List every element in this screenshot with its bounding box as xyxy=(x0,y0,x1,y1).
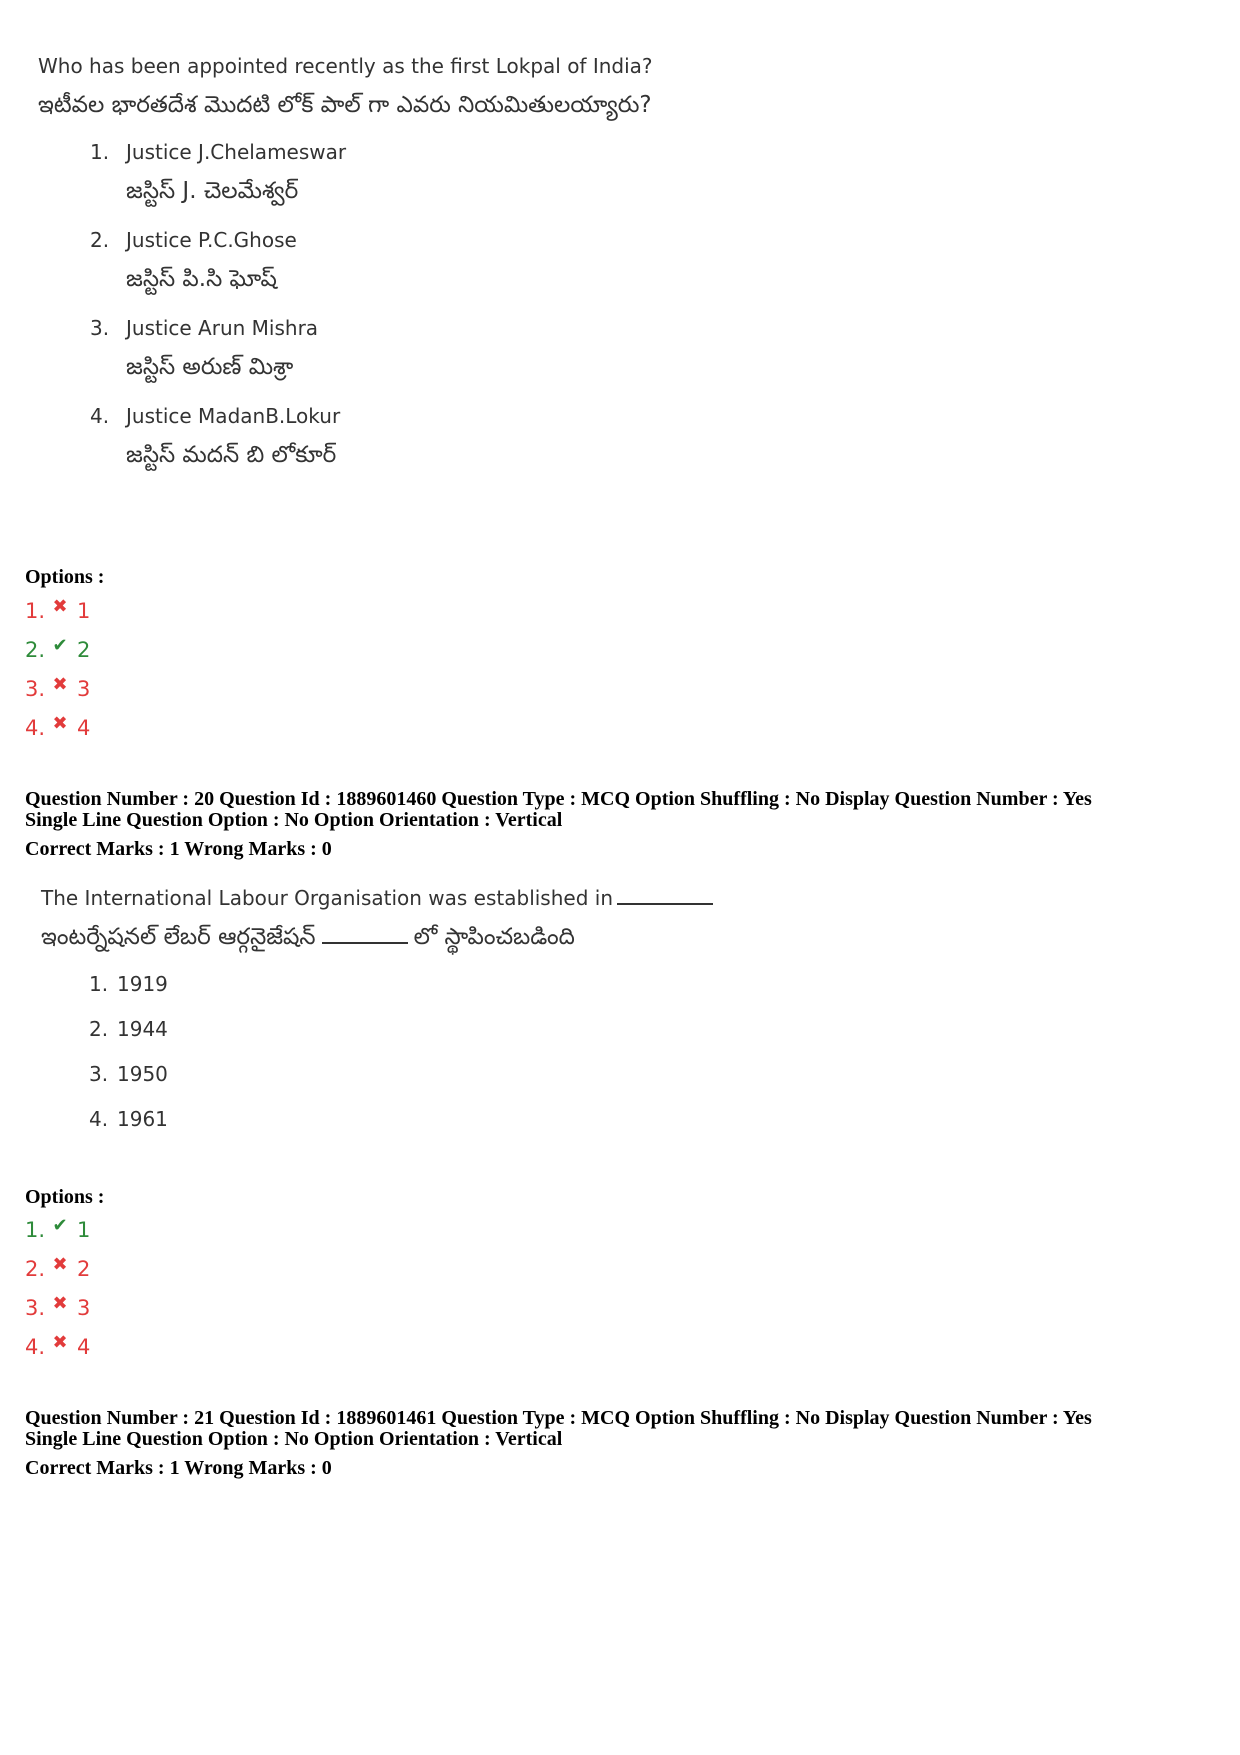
option-value: 1 xyxy=(77,599,91,623)
option-number: 3. xyxy=(25,1296,46,1320)
meta-line-2: Single Line Question Option : No Option Orientation : Vertical xyxy=(25,1428,563,1450)
choice-4-te: జస్టిస్ మదన్ బి లోకూర్ xyxy=(126,442,337,468)
cross-icon: ✖ xyxy=(52,1293,68,1314)
question-19-image xyxy=(38,54,653,492)
option-value: 3 xyxy=(77,1296,91,1320)
option-number: 1. xyxy=(25,1218,46,1242)
choice-1-te: జస్టిస్ J. చెలమేశ్వర్ xyxy=(126,178,299,204)
choice-4 xyxy=(90,404,653,428)
choice-text-en: Justice J.Chelameswar xyxy=(126,140,347,164)
question-21-meta xyxy=(25,1408,1092,1479)
question-20-text-te-part1: ఇంటర్నేషనల్ లేబర్ ఆర్గనైజేషన్ xyxy=(41,924,316,950)
option-number: 4. xyxy=(25,716,46,740)
cross-icon: ✖ xyxy=(52,1332,68,1353)
check-icon: ✔ xyxy=(52,1215,68,1236)
choice-text-en: 1944 xyxy=(117,1017,168,1041)
choice-number: 3. xyxy=(90,316,110,340)
option-number: 4. xyxy=(25,1335,46,1359)
question-20-text-en xyxy=(41,885,717,910)
option-value: 4 xyxy=(77,716,91,740)
option-4 xyxy=(25,1328,90,1367)
options-heading: Options : xyxy=(25,1186,105,1208)
choice-2 xyxy=(89,1017,717,1041)
option-4 xyxy=(25,709,90,748)
options-list xyxy=(25,1211,90,1367)
option-number: 2. xyxy=(25,638,46,662)
check-icon: ✔ xyxy=(52,635,68,656)
marks-line: Correct Marks : 1 Wrong Marks : 0 xyxy=(25,1457,332,1479)
option-number: 2. xyxy=(25,1257,46,1281)
choice-1 xyxy=(89,972,717,996)
cross-icon: ✖ xyxy=(52,1254,68,1275)
question-19-text-te: ఇటీవల భారతదేశ మొదటి లోక్ పాల్ గా ఎవరు నియమితులయ్యారు? xyxy=(38,92,652,118)
option-value: 3 xyxy=(77,677,91,701)
choice-text-en: 1919 xyxy=(117,972,168,996)
option-number: 1. xyxy=(25,599,46,623)
meta-line-1: Question Number : 21 Question Id : 1889601461 Question Type : MCQ Option Shuffling : No Display Question Number : Yes xyxy=(25,1407,1092,1429)
options-heading: Options : xyxy=(25,566,105,588)
cross-icon: ✖ xyxy=(52,674,68,695)
choice-text-en: Justice P.C.Ghose xyxy=(126,228,297,252)
question-20-meta xyxy=(25,789,1092,860)
choice-number: 2. xyxy=(90,228,110,252)
choice-3-te: జస్టిస్ అరుణ్ మిశ్రా xyxy=(126,354,294,380)
choice-number: 1. xyxy=(90,140,110,164)
choice-number: 3. xyxy=(89,1062,109,1086)
option-number: 3. xyxy=(25,677,46,701)
choice-1 xyxy=(90,140,653,164)
choice-number: 4. xyxy=(90,404,110,428)
options-list xyxy=(25,592,90,748)
option-value: 2 xyxy=(77,1257,91,1281)
marks-line: Correct Marks : 1 Wrong Marks : 0 xyxy=(25,838,332,860)
question-19-text-en: Who has been appointed recently as the first Lokpal of India? xyxy=(38,54,653,78)
question-20-text-en-part: The International Labour Organisation was established in xyxy=(41,886,613,910)
cross-icon: ✖ xyxy=(52,713,68,734)
choice-text-en: 1961 xyxy=(117,1107,168,1131)
meta-line-1: Question Number : 20 Question Id : 1889601460 Question Type : MCQ Option Shuffling : No Display Question Number : Yes xyxy=(25,788,1092,810)
question-20-text-te xyxy=(41,924,717,956)
answer-blank xyxy=(617,885,713,905)
choice-number: 2. xyxy=(89,1017,109,1041)
option-value: 1 xyxy=(77,1218,91,1242)
question-20-text-te-part2: లో స్థాపించబడింది xyxy=(413,924,575,950)
question-20-image xyxy=(41,885,717,1152)
choice-text-en: 1950 xyxy=(117,1062,168,1086)
choice-number: 4. xyxy=(89,1107,109,1131)
answer-blank xyxy=(322,924,408,944)
meta-line-2: Single Line Question Option : No Option Orientation : Vertical xyxy=(25,809,563,831)
choice-4 xyxy=(89,1107,717,1131)
choice-2 xyxy=(90,228,653,252)
choice-3 xyxy=(89,1062,717,1086)
choice-text-en: Justice MadanB.Lokur xyxy=(126,404,341,428)
choice-number: 1. xyxy=(89,972,109,996)
option-value: 4 xyxy=(77,1335,91,1359)
option-value: 2 xyxy=(77,638,91,662)
cross-icon: ✖ xyxy=(52,596,68,617)
choice-2-te: జస్టిస్ పి.సి ఘోష్ xyxy=(126,266,277,292)
choice-text-en: Justice Arun Mishra xyxy=(126,316,319,340)
choice-3 xyxy=(90,316,653,340)
